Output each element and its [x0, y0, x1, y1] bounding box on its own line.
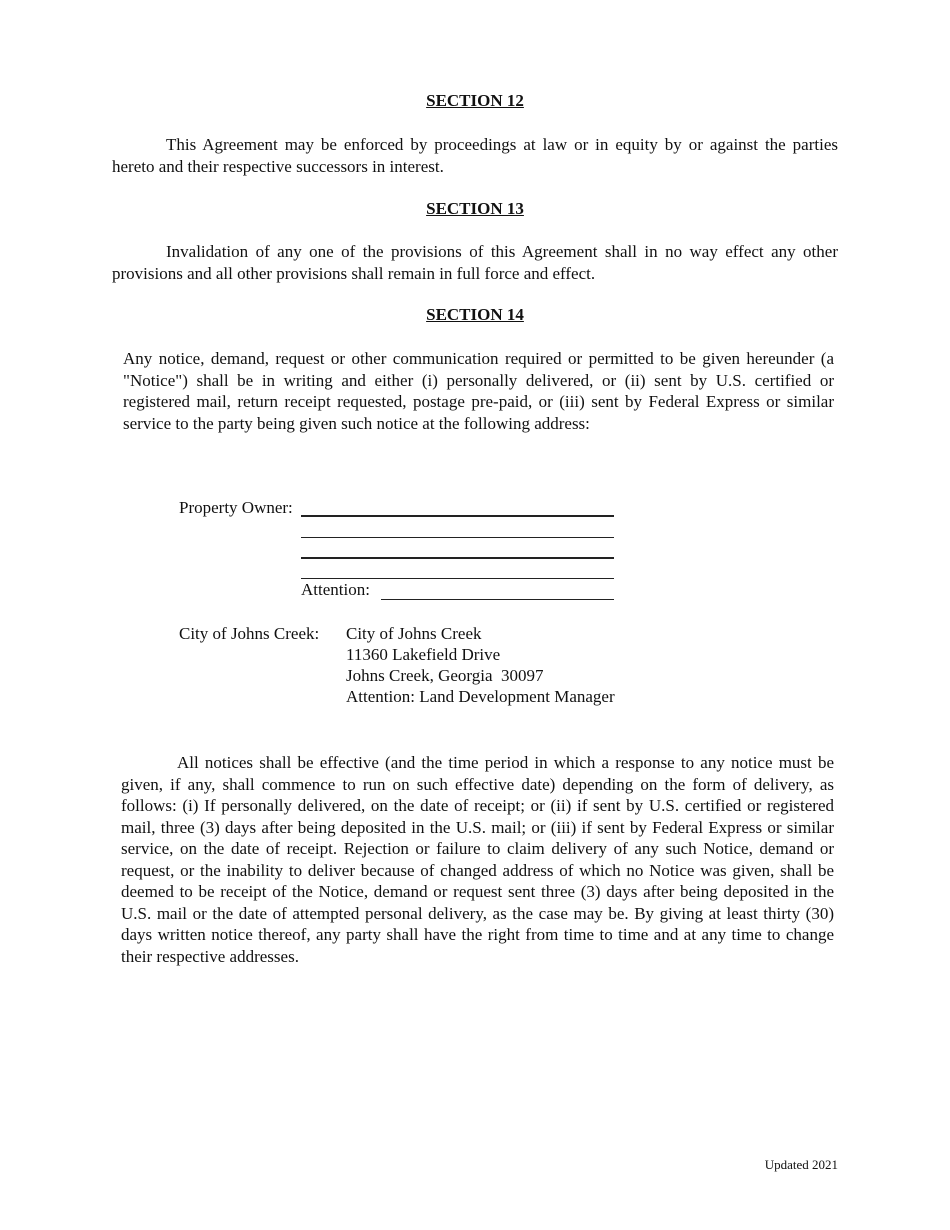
- footer-updated: Updated 2021: [764, 1157, 838, 1172]
- section-12-body: This Agreement may be enforced by proceedings at law or in equity by or against the parties hereto and their respective successors in interest.: [112, 135, 838, 176]
- city-address-line-2: 11360 Lakefield Drive: [346, 645, 501, 664]
- section-13-body: Invalidation of any one of the provisions of this Agreement shall in no way effect any other provisions and all other provisions shall remain in full force and effect.: [112, 242, 838, 283]
- city-address-line-1: City of Johns Creek: [346, 624, 482, 643]
- section-13-heading: SECTION 13: [426, 199, 524, 218]
- property-owner-line-4: [301, 578, 614, 579]
- attention-line: [381, 599, 614, 600]
- property-owner-line-2: [301, 537, 614, 538]
- city-address-line-4: Attention: Land Development Manager: [346, 687, 615, 706]
- section-14-body: Any notice, demand, request or other communication required or permitted to be given hereunder (a "Notice") shall be in writing and either (i) personally delivered, or (ii) sent by U.S. certified or registered mail, return receipt requested, postage pre-paid, or (iii) sent by Federal Express or similar service to the party being given such notice at the following address:: [123, 349, 834, 433]
- attention-label: Attention:: [301, 580, 370, 599]
- city-address-line-3: Johns Creek, Georgia 30097: [346, 666, 544, 685]
- property-owner-line-1: [301, 515, 614, 517]
- property-owner-label: Property Owner:: [179, 498, 293, 517]
- section-12-heading: SECTION 12: [426, 91, 524, 110]
- city-label: City of Johns Creek:: [179, 624, 320, 643]
- property-owner-line-3: [301, 557, 614, 559]
- section-14-heading: SECTION 14: [426, 305, 524, 324]
- effective-notice-paragraph: All notices shall be effective (and the time period in which a response to any notice must be given, if any, shall commence to run on such effective date) depending on the form of delivery, as follows: (i) If personally delivered, on the date of receipt; or (ii) if sent by U.S. certified or registered mail, three (3) days after being deposited in the U.S. mail; or (iii) if sent by Federal Express or similar service, on the date of receipt. Rejection or failure to claim delivery of any such Notice, demand or request, or the inability to deliver because of changed address of which no Notice was given, shall be deemed to be receipt of the Notice, demand or request sent three (3) days after being deposited in the U.S. mail or the date of attempted personal delivery, as the case may be. By giving at least thirty (30) days written notice thereof, any party shall have the right from time to time and at any time to change their respective addresses.: [121, 753, 834, 966]
